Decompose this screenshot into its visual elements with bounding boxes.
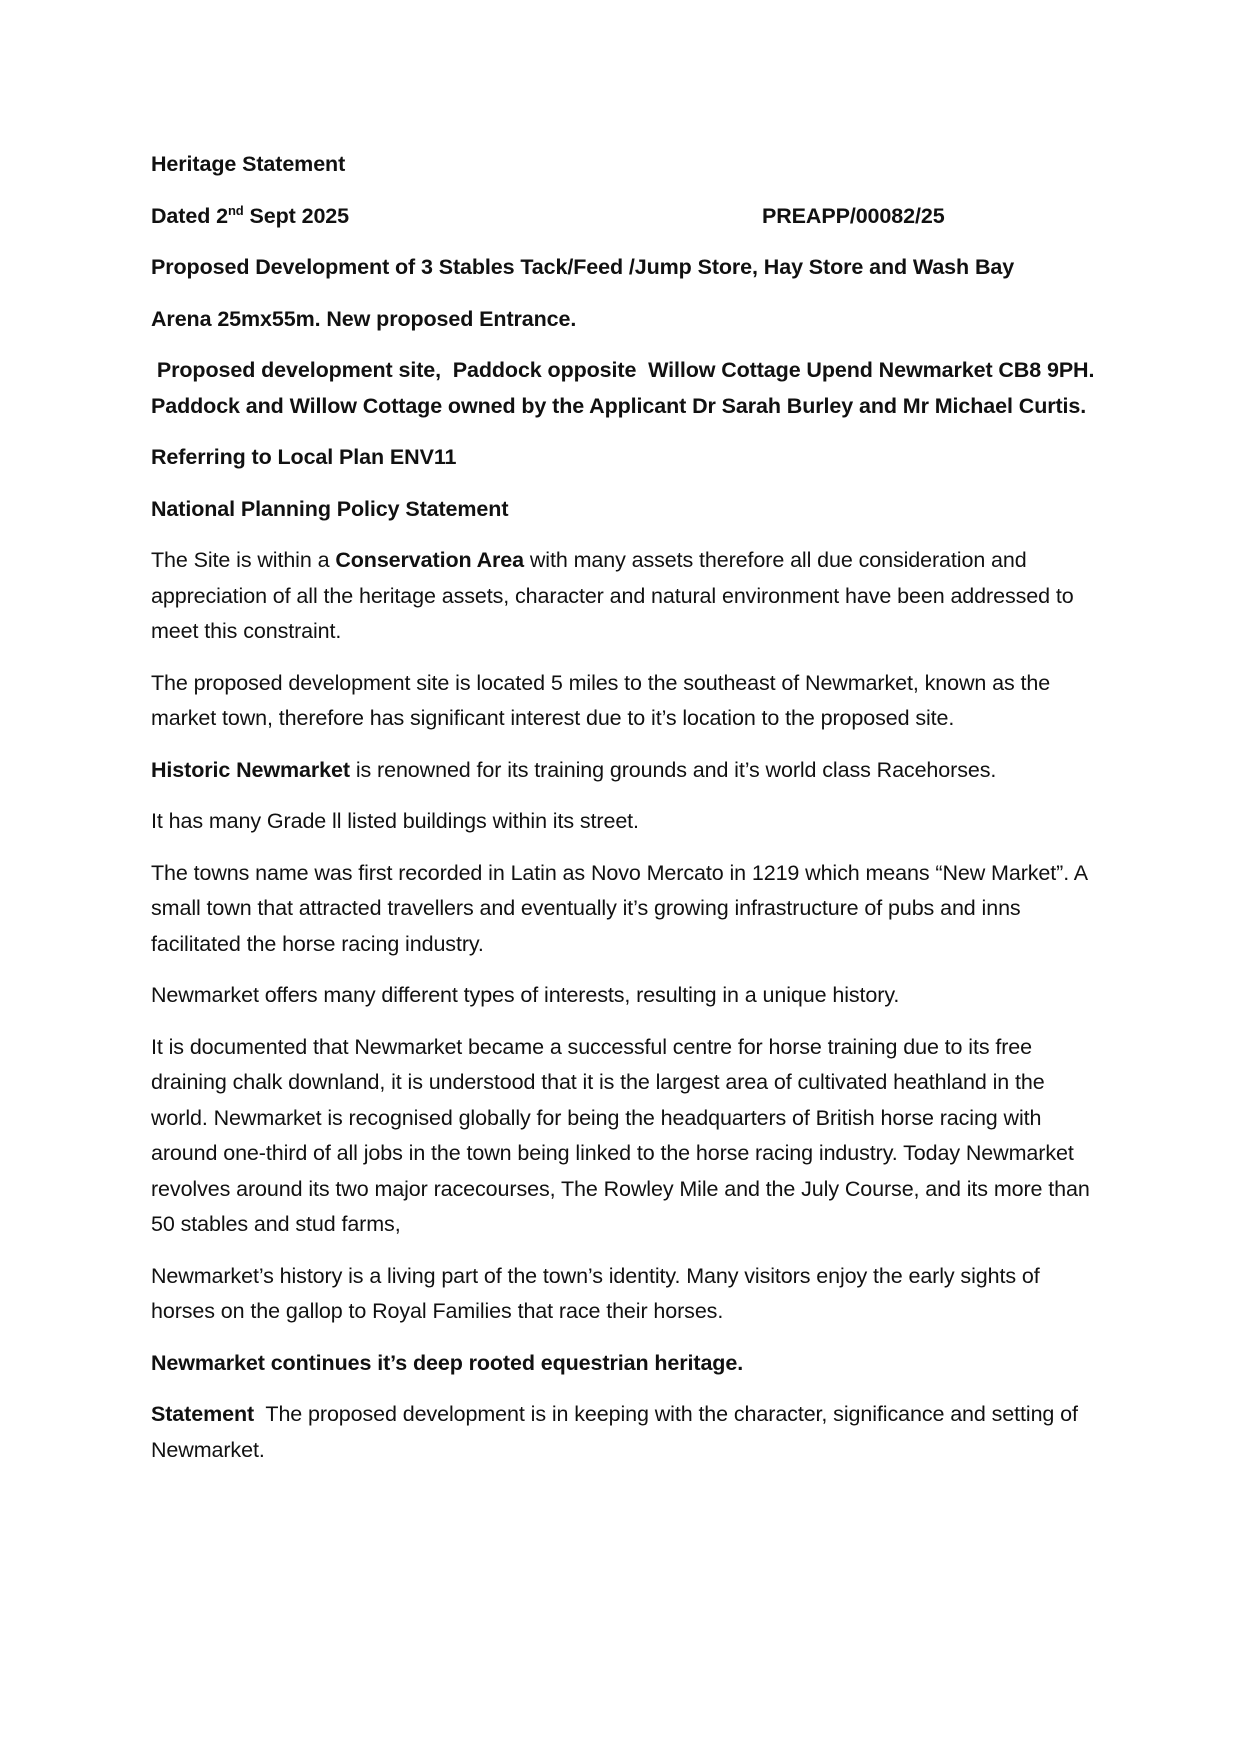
date-reference-row	[151, 199, 1106, 235]
historic-paragraph	[151, 753, 1106, 789]
interests-paragraph: Newmarket offers many different types of interests, resulting in a unique history.	[151, 983, 900, 1007]
name-history-paragraph: The towns name was first recorded in Latin as Novo Mercato in 1219 which means “New Market”. A small town that attracted travellers and eventually it’s growing infrastructure of pubs and inns facilitated the horse racing industry.	[151, 860, 1087, 956]
site-description: Proposed development site, Paddock opposite Willow Cottage Upend Newmarket CB8 9PH. Paddock and Willow Cottage owned by the Applicant Dr Sarah Burley and Mr Michael Curtis.	[151, 358, 1101, 418]
date-ordinal: nd	[227, 202, 244, 218]
historic-newmarket-term: Historic Newmarket	[151, 757, 350, 782]
proposal-line-2: Arena 25mx55m. New proposed Entrance.	[151, 306, 577, 331]
proposal-line-1: Proposed Development of 3 Stables Tack/Feed /Jump Store, Hay Store and Wash Bay	[151, 255, 1015, 279]
document-body	[151, 147, 1106, 1484]
identity-paragraph: Newmarket’s history is a living part of the town’s identity. Many visitors enjoy the early sights of horses on the gallop to Royal Families that race their horses.	[151, 1263, 1040, 1323]
reference-number: PREAPP/00082/25	[762, 203, 945, 228]
conservation-paragraph	[151, 543, 1106, 650]
statement-paragraph	[151, 1397, 1106, 1468]
date-prefix: Dated 2	[151, 203, 228, 228]
conservation-area-term: Conservation Area	[335, 548, 524, 572]
document-title: Heritage Statement	[151, 152, 346, 176]
local-plan-reference: Referring to Local Plan ENV11	[151, 445, 457, 469]
heritage-line: Newmarket continues it’s deep rooted equestrian heritage.	[151, 1350, 744, 1375]
location-paragraph: The proposed development site is located 5 miles to the southeast of Newmarket, known as the market town, therefore has significant interest due to it’s location to the proposed site.	[151, 670, 1051, 730]
documented-paragraph: It is documented that Newmarket became a successful centre for horse training due to its free draining chalk downland, it is understood that it is the largest area of cultivated heathland in the world. Newmarket is recognised globally for being the headquarters of British horse racing with around one-third of all jobs in the town being linked to the horse racing industry. Today Newmarket revolves around its two major racecourses, The Rowley Mile and the July Course, and its more than 50 stables and stud farms,	[151, 1034, 1090, 1236]
conservation-pre: The Site is within a	[151, 548, 336, 572]
statement-text: The proposed development is in keeping with the character, significance and setting of Newmarket.	[151, 1402, 1084, 1462]
listed-paragraph: It has many Grade ll listed buildings within its street.	[151, 809, 639, 833]
statement-label: Statement	[151, 1402, 255, 1426]
policy-heading: National Planning Policy Statement	[151, 496, 509, 521]
conservation-post: with many assets therefore all due consideration and appreciation of all the heritage assets, character and natural environment have been addressed to meet this constraint.	[151, 548, 1074, 643]
date-suffix: Sept 2025	[243, 203, 350, 228]
historic-post: is renowned for its training grounds and it’s world class Racehorses.	[349, 757, 997, 782]
